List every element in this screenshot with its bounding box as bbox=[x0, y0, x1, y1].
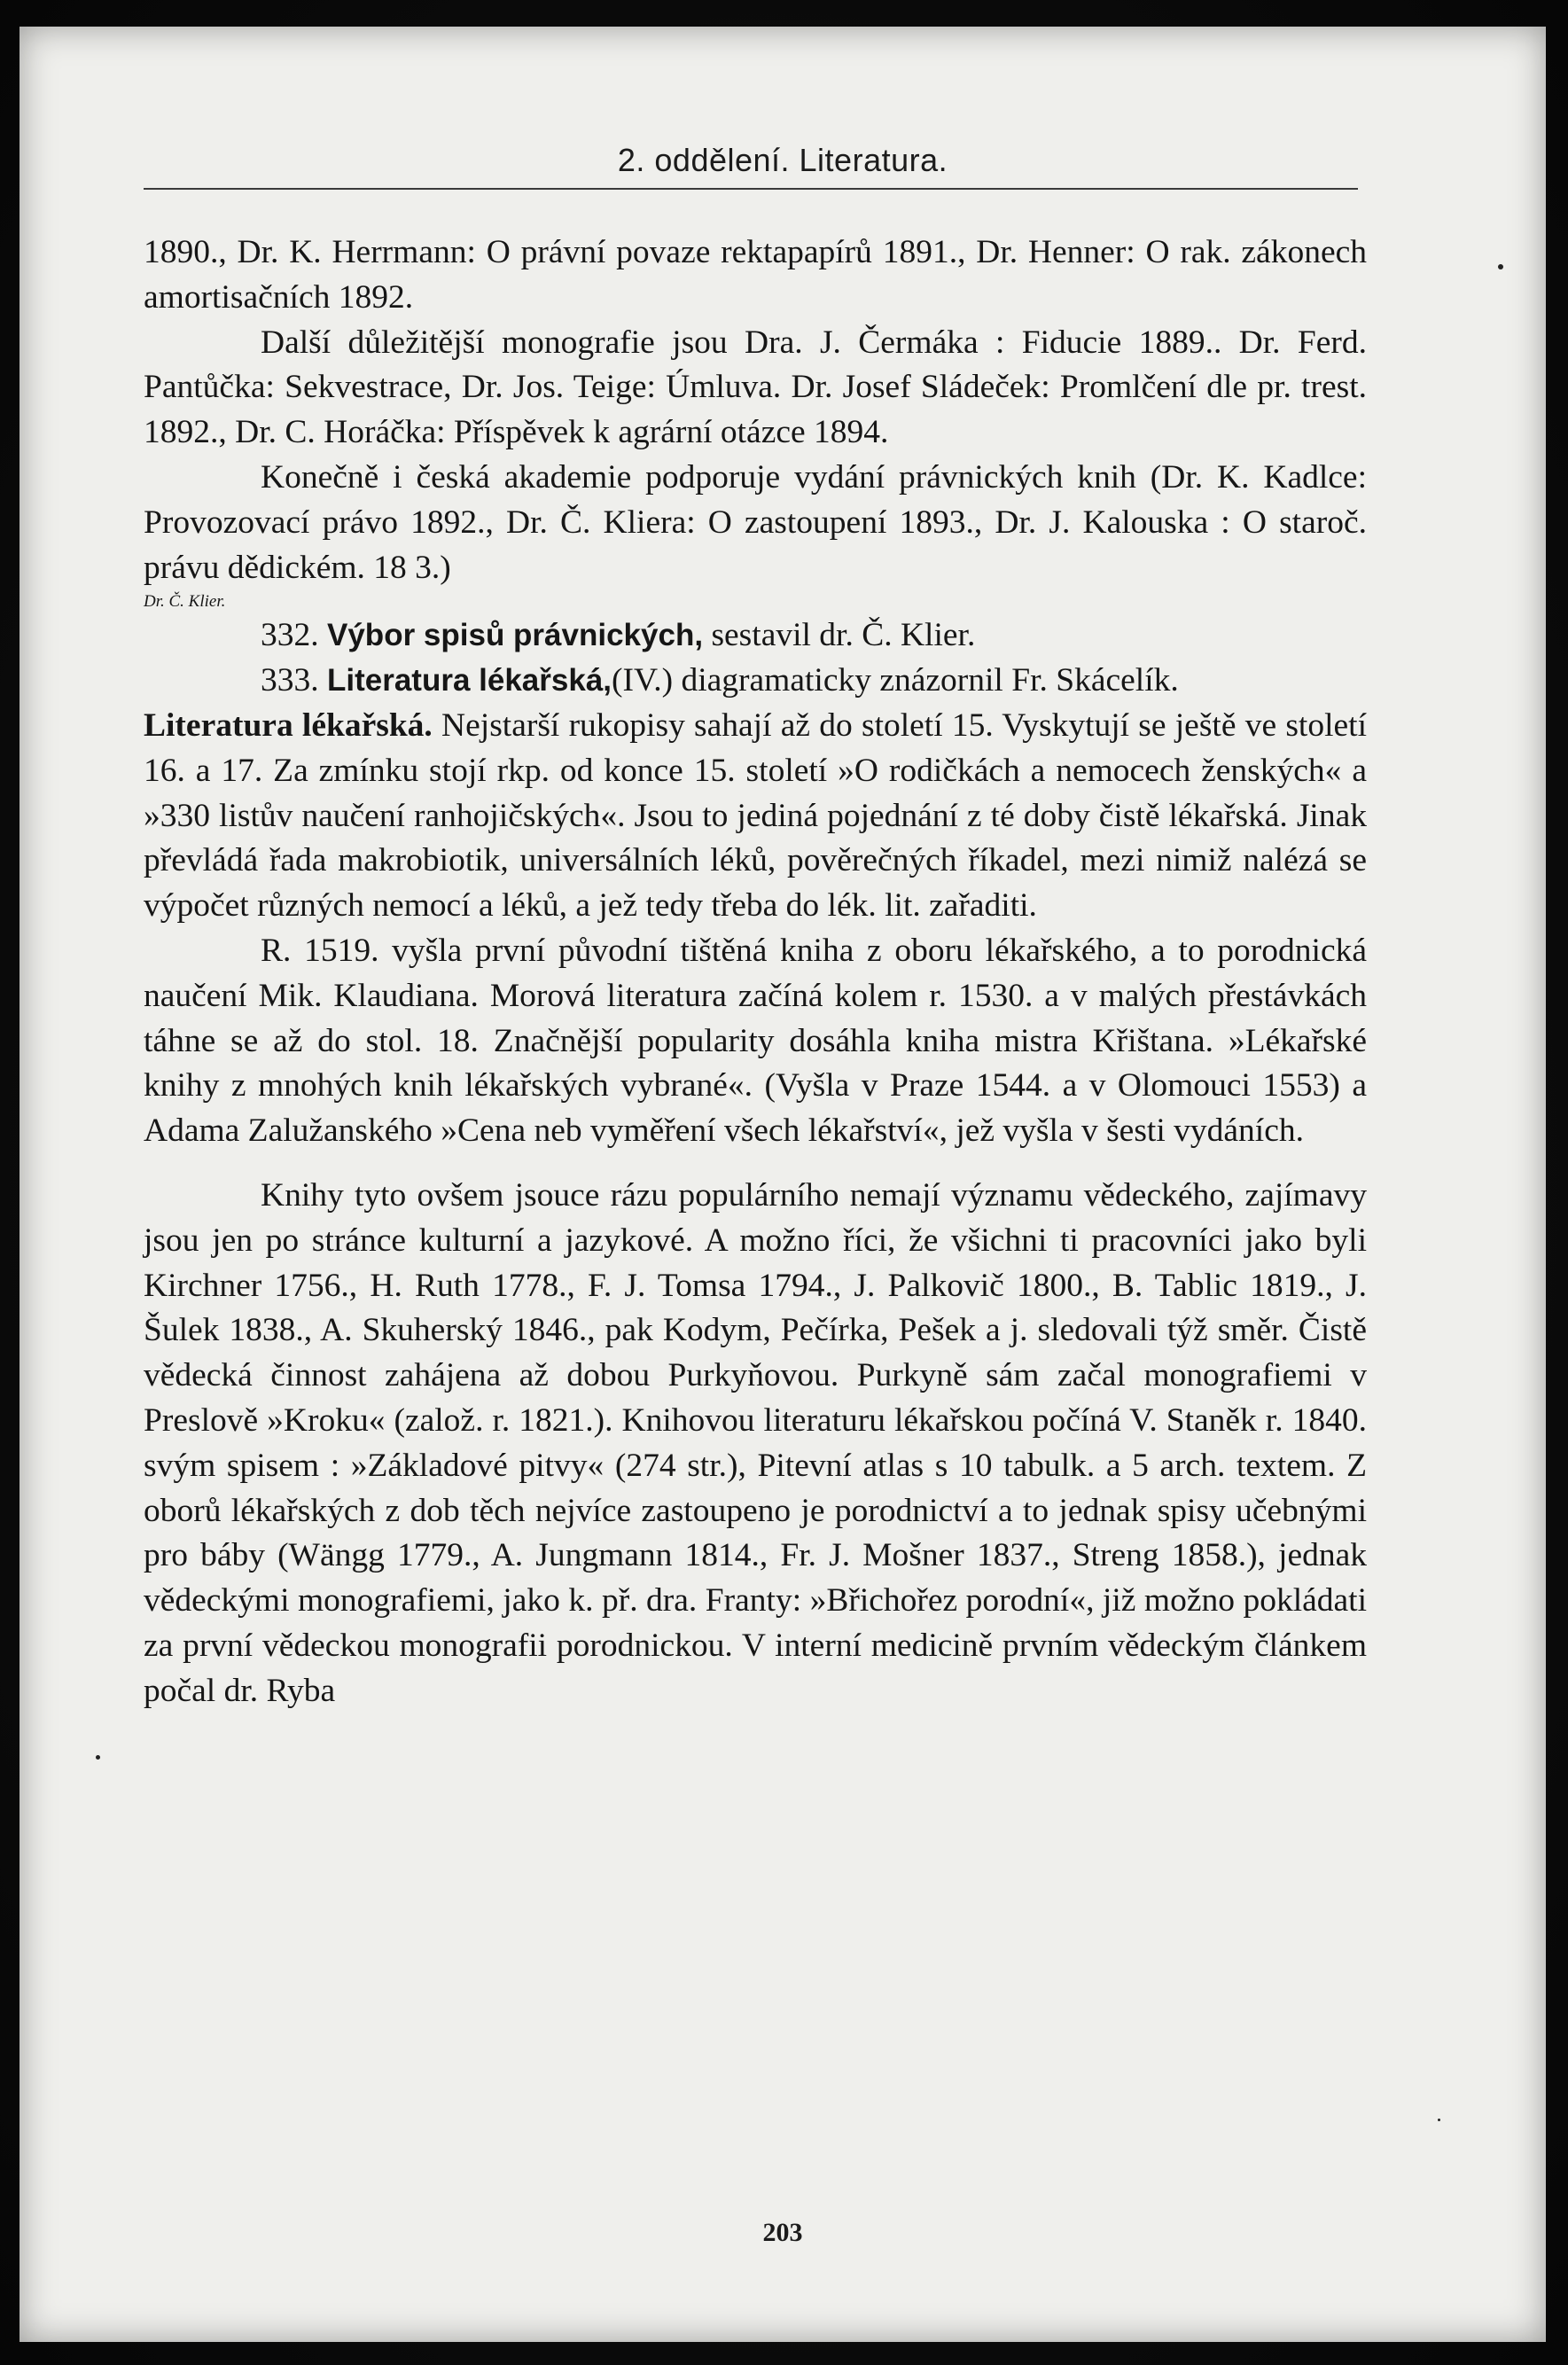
author-signature: Dr. Č. Klier. bbox=[144, 592, 226, 612]
book-page bbox=[20, 27, 1546, 2342]
paragraph-4-text: Nejstarší rukopisy sahají až do století 15. Vyskytují se ještě ve století 16. a 17. Za zmínku stojí rkp. od konce 15. století »O rodičkách a nemocech ženských« a »330 listův naučení ranhojičských«. Jsou to jediná pojednání z té doby čistě lékařská. Jinak převládá řada makrobiotik, universálních léků, pověrečných říkadel, mezi nimiž nalézá se výpočet různých nemocí a léků, a jež tedy třeba do lék. lit. zařaditi. bbox=[144, 706, 1367, 925]
paragraph-5: R. 1519. vyšla první původní tištěná kniha z oboru lékařského, a to porodnická naučení Mik. Klaudiana. Morová literatura začíná kolem r. 1530. a v malých přestávkách táhne se až do stol. 18. Značnější popularity dosáhla kniha mistra Křištana. »Lékařské knihy z mnohých knih lékařských vybrané«. (Vyšla v Praze 1544. a v Olomouci 1553) a Adama Zalužanského »Cena neb vyměření všech lékařství«, jež vyšla v šesti vydáních. bbox=[144, 932, 1367, 1150]
header-rule bbox=[144, 188, 1358, 190]
entry-332-text: sestavil dr. Č. Klier. bbox=[711, 617, 976, 654]
paragraph-6: Knihy tyto ovšem jsouce rázu populárního nemají významu vědeckého, zajímavy jsou jen po stránce kulturní a jazykové. A možno říci, že všichni ti pracovníci jako byli Kirchner 1756., H. Ruth 1778., F. J. Tomsa 1794., J. Palkovič 1800., B. Tablic 1819., J. Šulek 1838., A. Skuherský 1846., pak Kodym, Pečírka, Pešek a j. sledovali týž směr. Čistě vědecká činnost zahájena až dobou Purkyňovou. Purkyně sám začal monografiemi v Preslově »Kroku« (založ. r. 1821.). Knihovou literaturu lékařskou počíná V. Staněk r. 1840. svým spisem : »Základové pitvy« (274 str.), Pitevní atlas s 10 tabulk. a 5 arch. textem. Z oborů lékařských z dob těch nejvíce zastoupeno je porodnictví a to jednak spisy učebnými pro báby (Wängg 1779., A. Jungmann 1814., Fr. J. Mošner 1837., Streng 1858.), jednak vědeckými monografiemi, jako k. př. dra. Franty: »Břichořez porodní«, již možno pokládati za první vědeckou monografii porodnickou. V interní medicině prvním vědeckým článkem počal dr. Ryba bbox=[144, 1176, 1367, 1709]
paragraph-4-label: Literatura lékařská. bbox=[144, 706, 433, 744]
body-text bbox=[144, 230, 1367, 1714]
scan-speck bbox=[96, 1755, 100, 1760]
paragraph-1: 1890., Dr. K. Herrmann: O právní povaze rektapapírů 1891., Dr. Henner: O rak. zákonech amortisačních 1892. bbox=[144, 234, 1367, 316]
entry-332 bbox=[144, 613, 1367, 659]
paragraph-gap bbox=[144, 1154, 1367, 1174]
paragraph-3: Konečně i česká akademie podporuje vydání právnických knih (Dr. K. Kadlce: Provozovací právo 1892., Dr. Č. Kliera: O zastoupení 1893., Dr. J. Kalouska : O staroč. právu dědickém. 18 3.) bbox=[144, 458, 1367, 586]
entry-333-title: Literatura lékařská, bbox=[327, 663, 612, 699]
entry-333-text: (IV.) diagramaticky znázornil Fr. Skácelík. bbox=[612, 662, 1179, 699]
running-head: 2. oddělení. Literatura. bbox=[617, 142, 948, 178]
paragraph-4 bbox=[144, 704, 1367, 929]
paragraph-2: Další důležitější monografie jsou Dra. J. Čermáka : Fiducie 1889.. Dr. Ferd. Pantůčka: Sekvestrace, Dr. Jos. Teige: Úmluva. Dr. Josef Sládeček: Promlčení dle pr. trest. 1892., Dr. C. Horáčka: Příspěvek k agrární otázce 1894. bbox=[144, 324, 1367, 451]
scan-speck bbox=[1498, 264, 1503, 269]
scan-speck bbox=[1438, 2119, 1440, 2121]
entry-333 bbox=[144, 659, 1367, 704]
entry-332-number: 332. bbox=[261, 617, 319, 654]
page-number: 203 bbox=[762, 2218, 803, 2247]
entry-333-number: 333. bbox=[261, 662, 319, 699]
entry-332-title: Výbor spisů právnických, bbox=[327, 618, 704, 653]
